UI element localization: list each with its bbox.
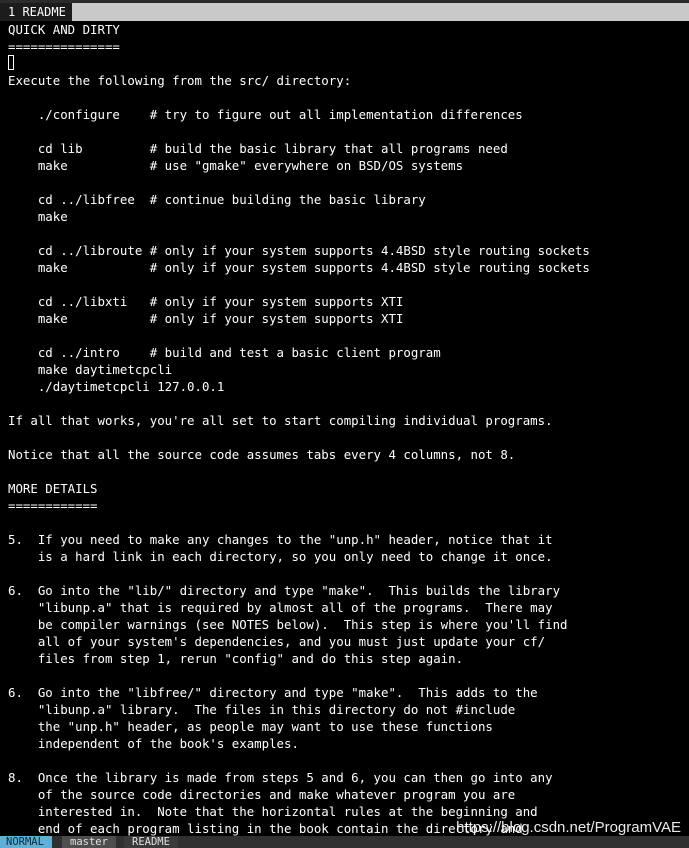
editor-line: ./daytimetcpcli 127.0.0.1 bbox=[8, 379, 225, 394]
editor-line: interested in. Note that the horizontal rules at the beginning and bbox=[8, 804, 538, 819]
editor-line: QUICK AND DIRTY bbox=[8, 22, 120, 37]
editor-line: of the source code directories and make whatever program you are bbox=[8, 787, 516, 802]
editor-line: 6. Go into the "lib/" directory and type "make". This builds the library bbox=[8, 583, 561, 598]
editor-line: cd ../libroute # only if your system supports 4.4BSD style routing sockets bbox=[8, 243, 590, 258]
editor-line: be compiler warnings (see NOTES below). This step is where you'll find bbox=[8, 617, 568, 632]
editor-line: the "unp.h" header, as people may want to use these functions bbox=[8, 719, 493, 734]
editor-line: Execute the following from the src/ directory: bbox=[8, 73, 352, 88]
editor-line: "libunp.a" library. The files in this directory do not #include bbox=[8, 702, 516, 717]
editor-line: 8. Once the library is made from steps 5 and 6, you can then go into any bbox=[8, 770, 553, 785]
editor-line: independent of the book's examples. bbox=[8, 736, 299, 751]
editor-line: ============ bbox=[8, 498, 98, 513]
editor-buffer[interactable] bbox=[0, 21, 689, 836]
editor-line: files from step 1, rerun "config" and do this step again. bbox=[8, 651, 464, 666]
editor-line: make # only if your system supports XTI bbox=[8, 311, 404, 326]
editor-line: 5. If you need to make any changes to the "unp.h" header, notice that it bbox=[8, 532, 553, 547]
editor-line: make daytimetcpcli bbox=[8, 362, 173, 377]
tab-readme[interactable]: 1 README bbox=[0, 3, 72, 21]
tabline bbox=[0, 0, 689, 21]
editor-line: cd ../libfree # continue building the basic library bbox=[8, 192, 426, 207]
editor-line: =============== bbox=[8, 39, 120, 54]
editor-line: If all that works, you're all set to start compiling individual programs. bbox=[8, 413, 553, 428]
text-cursor bbox=[8, 55, 14, 70]
editor-line: make # only if your system supports 4.4BSD style routing sockets bbox=[8, 260, 590, 275]
editor-line: all of your system's dependencies, and you must just update your cf/ bbox=[8, 634, 546, 649]
git-branch: master bbox=[62, 836, 116, 848]
mode-indicator: NORMAL bbox=[0, 836, 52, 848]
watermark-url: https://blog.csdn.net/ProgramVAE bbox=[456, 819, 681, 836]
editor-line: cd lib # build the basic library that all programs need bbox=[8, 141, 508, 156]
editor-line: cd ../libxti # only if your system supports XTI bbox=[8, 294, 404, 309]
editor-line: MORE DETAILS bbox=[8, 481, 98, 496]
editor-line: ./configure # try to figure out all implementation differences bbox=[8, 107, 523, 122]
editor-line: cd ../intro # build and test a basic client program bbox=[8, 345, 441, 360]
editor-line: 6. Go into the "libfree/" directory and type "make". This adds to the bbox=[8, 685, 538, 700]
editor-line: make bbox=[8, 209, 68, 224]
statusline bbox=[0, 836, 689, 848]
editor-line: make # use "gmake" everywhere on BSD/OS systems bbox=[8, 158, 464, 173]
editor-line: Notice that all the source code assumes tabs every 4 columns, not 8. bbox=[8, 447, 516, 462]
statusline-filename: README bbox=[124, 836, 178, 848]
editor-line: "libunp.a" that is required by almost all of the programs. There may bbox=[8, 600, 553, 615]
editor-line: end of each program listing in the book contain the directory and bbox=[8, 821, 523, 836]
editor-line: is a hard link in each directory, so you only need to change it once. bbox=[8, 549, 553, 564]
